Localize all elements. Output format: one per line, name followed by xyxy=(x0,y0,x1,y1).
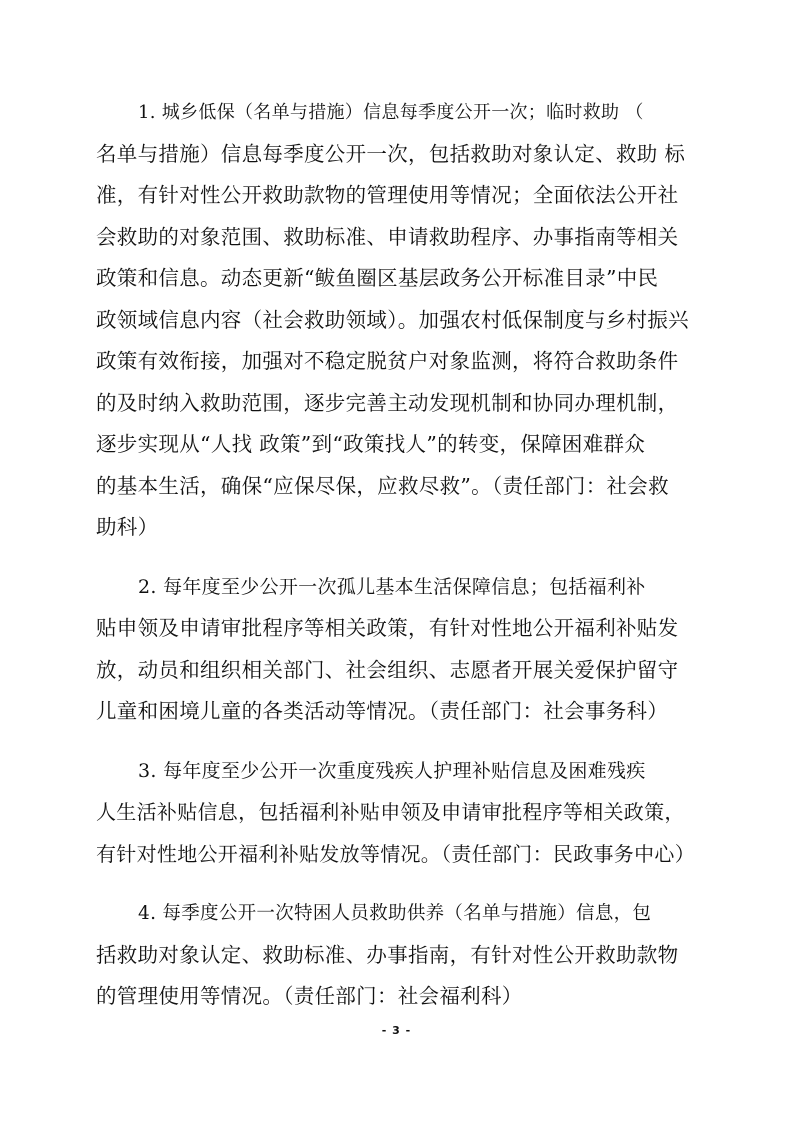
document-body xyxy=(96,92,698,1036)
paragraph-line: 的基本生活，确保“应保尽保，应救尽救”。（责任部门：社会救 xyxy=(96,473,669,498)
paragraph-line: 3. 每年度至少公开一次重度残疾人护理补贴信息及困难残疾 xyxy=(138,759,646,782)
paragraph-line: 人生活补贴信息，包括福利补贴申领及申请审批程序等相关政策， xyxy=(96,800,685,824)
paragraph-line: 有针对性地公开福利补贴发放等情况。（责任部门：民政事务中心） xyxy=(96,841,695,866)
paragraph-3 xyxy=(96,751,698,876)
paragraph-line: 助科） xyxy=(96,515,159,539)
paragraph-line: 会救助的对象范围、救助标准、申请救助程序、办事指南等相关 xyxy=(96,224,679,249)
paragraph-line: 政策有效衔接，加强对不稳定脱贫户对象监测，将符合救助条件 xyxy=(96,349,679,373)
paragraph-line: 准，有针对性公开救助款物的管理使用等情况；全面依法公开社 xyxy=(96,183,679,207)
paragraph-line: 政领域信息内容（社会救助领域）。加强农村低保制度与乡村振兴 xyxy=(96,307,689,332)
paragraph-line: 的管理使用等情况。（责任部门：社会福利科） xyxy=(96,984,523,1008)
paragraph-1 xyxy=(96,92,698,549)
paragraph-line: 放，动员和组织相关部门、社会组织、志愿者开展关爱保护留守 xyxy=(96,657,679,682)
paragraph-line: 括救助对象认定、救助标准、办事指南，有针对性公开救助款物 xyxy=(96,942,679,967)
paragraph-2 xyxy=(96,567,698,733)
paragraph-line: 1. 城乡低保（名单与措施）信息每季度公开一次；临时救助 （ xyxy=(138,102,644,123)
paragraph-line: 政策和信息。动态更新“鲅鱼圈区基层政务公开标准目录”中民 xyxy=(96,266,659,290)
paragraph-line: 逐步实现从“人找 政策”到“政策找人”的转变，保障困难群众 xyxy=(96,432,646,456)
page-number: - 3 - xyxy=(381,1024,412,1037)
paragraph-line: 名单与措施）信息每季度公开一次，包括救助对象认定、救助 标 xyxy=(96,141,686,166)
paragraph-line: 4. 每季度公开一次特困人员救助供养（名单与措施）信息，包 xyxy=(138,903,652,924)
paragraph-line: 贴申领及申请审批程序等相关政策，有针对性地公开福利补贴发 xyxy=(96,616,679,640)
paragraph-line: 2. 每年度至少公开一次孤儿基本生活保障信息；包括福利补 xyxy=(138,575,646,598)
paragraph-4 xyxy=(96,893,698,1018)
paragraph-line: 儿童和困境儿童的各类活动等情况。（责任部门：社会事务科） xyxy=(96,699,669,723)
paragraph-line: 的及时纳入救助范围，逐步完善主动发现机制和协同办理机制， xyxy=(96,390,679,415)
